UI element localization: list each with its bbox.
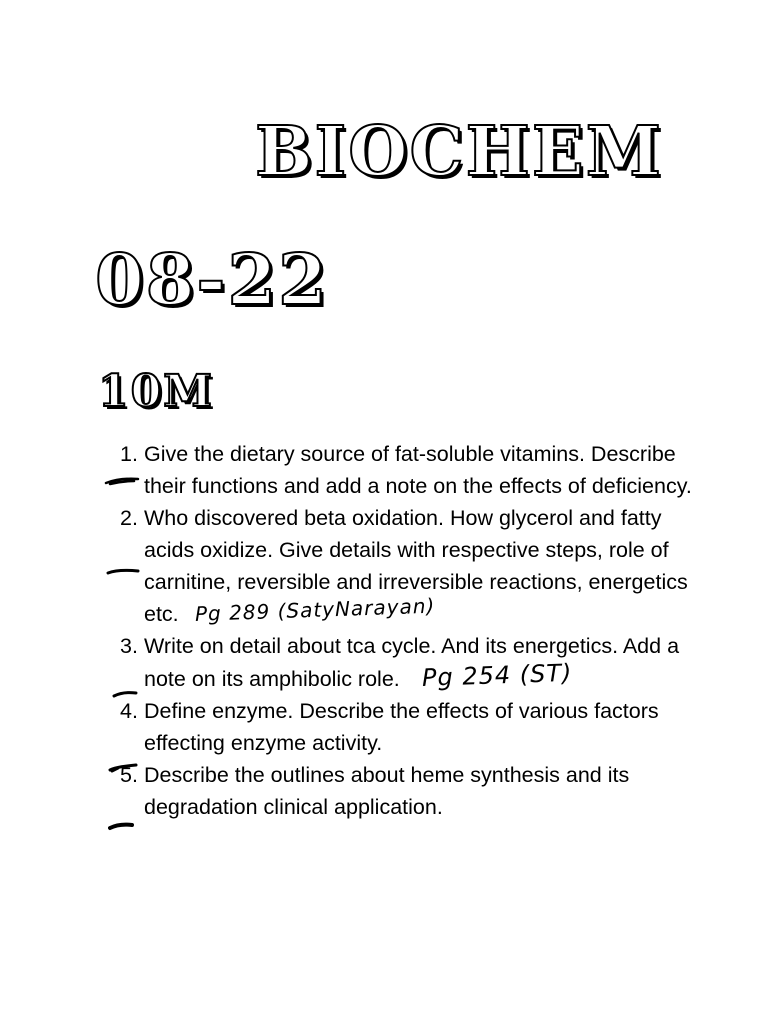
tick-mark-icon xyxy=(108,820,134,832)
handwritten-page-note: Pg 289 (SatyNarayan) xyxy=(194,593,436,626)
tick-mark-icon xyxy=(106,566,140,578)
exam-date: 08-22 xyxy=(95,238,329,321)
page-title: BIOCHEM xyxy=(255,112,663,192)
tick-mark-icon xyxy=(104,474,140,488)
handwritten-page-note: Pg 254 (ST) xyxy=(421,658,573,692)
question-item xyxy=(112,630,702,695)
question-item xyxy=(112,502,702,630)
question-number: 4. xyxy=(120,699,138,723)
question-number: 2. xyxy=(120,506,138,530)
question-list xyxy=(112,438,702,823)
question-number: 3. xyxy=(120,634,138,658)
question-text: Define enzyme. Describe the effects of various factors effecting enzyme activity. xyxy=(144,699,659,755)
question-text: Write on detail about tca cycle. And its energetics. Add a note on its amphibolic role. xyxy=(144,634,680,691)
question-item xyxy=(112,759,702,823)
tick-mark-icon xyxy=(112,688,138,700)
marks-heading: 10M xyxy=(98,366,214,417)
question-item xyxy=(112,438,702,502)
question-text: Describe the outlines about heme synthesis and its degradation clinical application. xyxy=(144,763,630,819)
question-number: 1. xyxy=(120,442,138,466)
tick-mark-icon xyxy=(108,762,138,774)
question-number: 5. xyxy=(120,763,138,787)
question-text: Who discovered beta oxidation. How glycerol and fatty acids oxidize. Give details with respective steps, role of carnitine, reversible and irreversible reactions, energetics etc. xyxy=(144,506,688,626)
question-text: Give the dietary source of fat-soluble vitamins. Describe their functions and add a note on the effects of deficiency. xyxy=(144,442,692,498)
question-item xyxy=(112,695,702,759)
